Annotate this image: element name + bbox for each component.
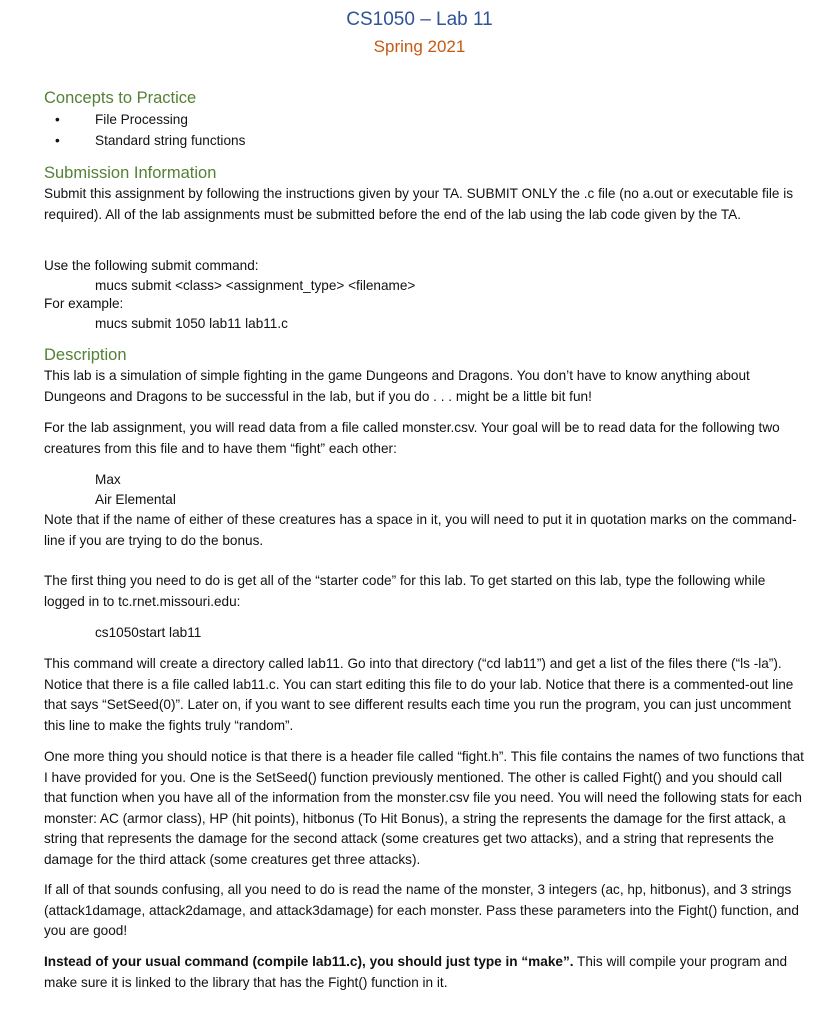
- description-paragraph-3: Note that if the name of either of these creatures has a space in it, you will need to put it in quotation marks on the command-line if you are trying to do the bonus.: [44, 512, 797, 548]
- make-instruction-bold: Instead of your usual command (compile lab11.c), you should just type in “make”.: [44, 954, 574, 969]
- description-paragraph-6: One more thing you should notice is that there is a header file called “fight.h”. This file contains the names of two functions that I have provided for you. One is the SetSeed() function previously mentioned. The other is called Fight() and you should call that function when you have all of the information from the monster.csv file you need. You will need the following stats for each monster: AC (armor class), HP (hit points), hitbonus (To Hit Bonus), a string the represents the damage for the first attack, a string that represents the damage for the second attack (some creatures get two attacks), and a string that represents the damage for the third attack (some creatures get three attacks).: [44, 749, 804, 867]
- document-title: CS1050 – Lab 11: [346, 9, 493, 30]
- document-subtitle: Spring 2021: [373, 37, 466, 56]
- description-paragraph-4: The first thing you need to do is get all of the “starter code” for this lab. To get started on this lab, type the following while logged in to tc.rnet.missouri.edu:: [44, 573, 766, 609]
- submission-intro: Submit this assignment by following the instructions given by your TA. SUBMIT ONLY the .c file (no a.out or executable file is required). All of the lab assignments must be submitted before the end of the lab using the lab code given by the TA.: [44, 186, 794, 222]
- description-paragraph-1: This lab is a simulation of simple fighting in the game Dungeons and Dragons. You don’t have to know anything about Dungeons and Dragons to be successful in the lab, but if you do . . . might be a little bit fun!: [44, 368, 750, 404]
- description-heading: Description: [44, 346, 127, 364]
- concept-item: Standard string functions: [95, 133, 246, 148]
- submission-heading: Submission Information: [44, 164, 217, 182]
- submit-command: mucs submit <class> <assignment_type> <filename>: [95, 278, 416, 293]
- concept-item: File Processing: [95, 112, 188, 127]
- bullet-icon: •: [55, 133, 60, 148]
- make-instruction-rest: This will compile your program and make sure it is linked to the library that has the Fight() function in it.: [44, 954, 788, 990]
- description-paragraph-8: [44, 952, 804, 993]
- example-command: mucs submit 1050 lab11 lab11.c: [95, 316, 288, 331]
- description-paragraph-7: If all of that sounds confusing, all you need to do is read the name of the monster, 3 integers (ac, hp, hitbonus), and 3 strings (attack1damage, attack2damage, and attack3damage) for each monster. Pass these parameters into the Fight() function, and you are good!: [44, 882, 799, 938]
- creature-name: Air Elemental: [95, 492, 176, 507]
- description-paragraph-5: This command will create a directory called lab11. Go into that directory (“cd lab11”) and get a list of the files there (“ls -la”). Notice that there is a file called lab11.c. You can start editing this file to do your lab. Notice that there is a commented-out line that says “SetSeed(0)”. Later on, if you want to see different results each time you run the program, you can just uncomment this line to make the fights truly “random”.: [44, 656, 794, 733]
- description-paragraph-2: For the lab assignment, you will read data from a file called monster.csv. Your goal will be to read data for the following two creatures from this file and to have them “fight” each other:: [44, 420, 780, 456]
- example-label: For example:: [44, 296, 124, 311]
- bullet-icon: •: [55, 112, 60, 127]
- start-command: cs1050start lab11: [95, 625, 202, 640]
- submit-command-label: Use the following submit command:: [44, 258, 259, 273]
- creature-name: Max: [95, 472, 121, 487]
- concepts-heading: Concepts to Practice: [44, 89, 197, 107]
